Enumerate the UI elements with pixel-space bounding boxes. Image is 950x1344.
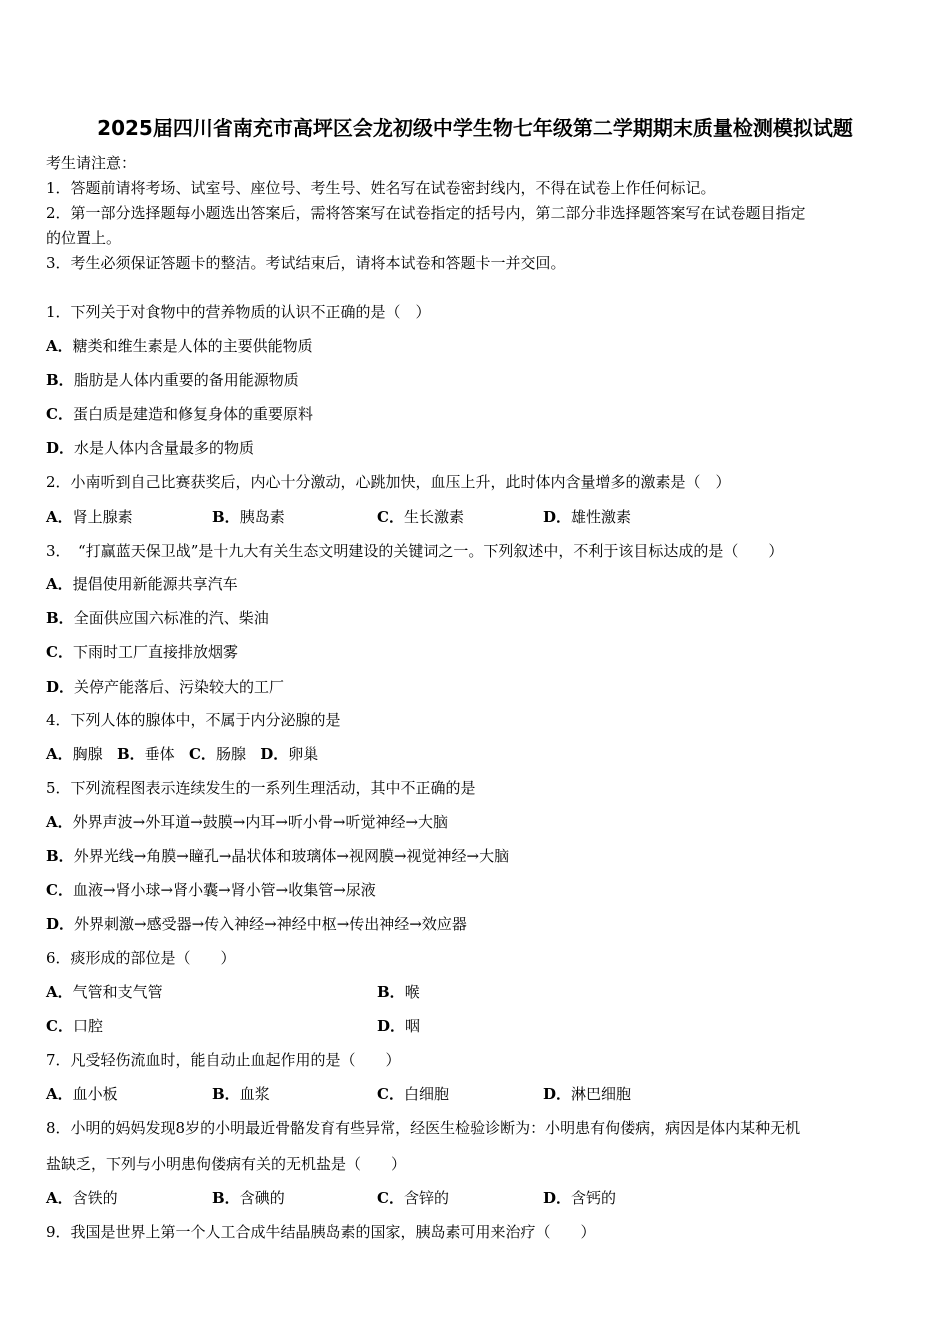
question-3-option-b: B．全面供应国六标准的汽、柴油 [46, 609, 269, 627]
question-8-option-c: C．含锌的 [377, 1189, 449, 1207]
question-1-option-c: C．蛋白质是建造和修复身体的重要原料 [46, 405, 313, 423]
question-3-option-c: C．下雨时工厂直接排放烟雾 [46, 643, 238, 661]
question-6-option-c: C．口腔 [46, 1017, 103, 1035]
question-3-option-d: D．关停产能落后、污染较大的工厂 [46, 678, 285, 696]
question-6-stem: 6．痰形成的部位是（ ） [46, 949, 236, 967]
question-5-option-a: A．外界声波→外耳道→鼓膜→内耳→听小骨→听觉神经→大脑 [46, 813, 449, 831]
question-7-option-c: C．白细胞 [377, 1085, 449, 1103]
question-8-option-b: B．含碘的 [212, 1189, 285, 1207]
question-8-stem: 8．小明的妈妈发现8岁的小明最近骨骼发育有些异常，经医生检验诊断为：小明患有佝偻病，病因是体内某种无机 [46, 1119, 801, 1137]
notice-item-1: 1．答题前请将考场、试室号、座位号、考生号、姓名写在试卷密封线内，不得在试卷上作任何标记。 [46, 179, 716, 197]
question-7-option-a: A．血小板 [46, 1085, 118, 1103]
question-8-stem-cont: 盐缺乏，下列与小明患佝偻病有关的无机盐是（ ） [46, 1155, 407, 1173]
question-1-stem: 1．下列关于对食物中的营养物质的认识不正确的是（ ） [46, 303, 431, 321]
question-2-option-d: D．雄性激素 [543, 508, 632, 526]
question-2-option-c: C．生长激素 [377, 508, 464, 526]
question-1-option-b: B．脂肪是人体内重要的备用能源物质 [46, 371, 299, 389]
exam-title: 2025届四川省南充市高坪区会龙初级中学生物七年级第二学期期末质量检测模拟试题 [97, 116, 853, 140]
question-2-option-a: A．肾上腺素 [46, 508, 133, 526]
question-8-option-d: D．含钙的 [543, 1189, 617, 1207]
question-7-option-b: B．血浆 [212, 1085, 270, 1103]
question-5-option-c: C．血液→肾小球→肾小囊→肾小管→收集管→尿液 [46, 881, 376, 899]
question-3-stem: 3． “打赢蓝天保卫战”是十九大有关生态文明建设的关键词之一。下列叙述中，不利于该目标达成的是（ ） [46, 542, 784, 560]
notice-item-3: 3．考生必须保证答题卡的整洁。考试结束后，请将本试卷和答题卡一并交回。 [46, 254, 566, 272]
question-5-option-d: D．外界刺激→感受器→传入神经→神经中枢→传出神经→效应器 [46, 915, 467, 933]
question-6-option-b: B．喉 [377, 983, 420, 1001]
question-6-option-a: A．气管和支气管 [46, 983, 163, 1001]
question-3-option-a: A．提倡使用新能源共享汽车 [46, 575, 238, 593]
question-2-stem: 2．小南听到自己比赛获奖后，内心十分激动，心跳加快，血压上升，此时体内含量增多的激素是（ ） [46, 473, 731, 491]
question-7-stem: 7．凡受轻伤流血时，能自动止血起作用的是（ ） [46, 1051, 401, 1069]
question-5-option-b: B．外界光线→角膜→瞳孔→晶状体和玻璃体→视网膜→视觉神经→大脑 [46, 847, 510, 865]
question-4-options: A．胸腺 B．垂体 C．肠腺 D．卵巢 [46, 745, 319, 763]
question-2-option-b: B．胰岛素 [212, 508, 285, 526]
question-9-stem: 9．我国是世界上第一个人工合成牛结晶胰岛素的国家，胰岛素可用来治疗（ ） [46, 1223, 596, 1241]
question-1-option-d: D．水是人体内含量最多的物质 [46, 439, 255, 457]
question-7-option-d: D．淋巴细胞 [543, 1085, 632, 1103]
notice-item-2-cont: 的位置上。 [46, 229, 122, 247]
question-5-stem: 5．下列流程图表示连续发生的一系列生理活动，其中不正确的是 [46, 779, 476, 797]
notice-item-2: 2．第一部分选择题每小题选出答案后，需将答案写在试卷指定的括号内，第二部分非选择题答案写在试卷题目指定 [46, 204, 806, 222]
question-4-stem: 4．下列人体的腺体中，不属于内分泌腺的是 [46, 711, 341, 729]
question-6-option-d: D．咽 [377, 1017, 421, 1035]
notice-heading: 考生请注意： [46, 154, 137, 172]
question-8-option-a: A．含铁的 [46, 1189, 118, 1207]
question-1-option-a: A．糖类和维生素是人体的主要供能物质 [46, 337, 313, 355]
